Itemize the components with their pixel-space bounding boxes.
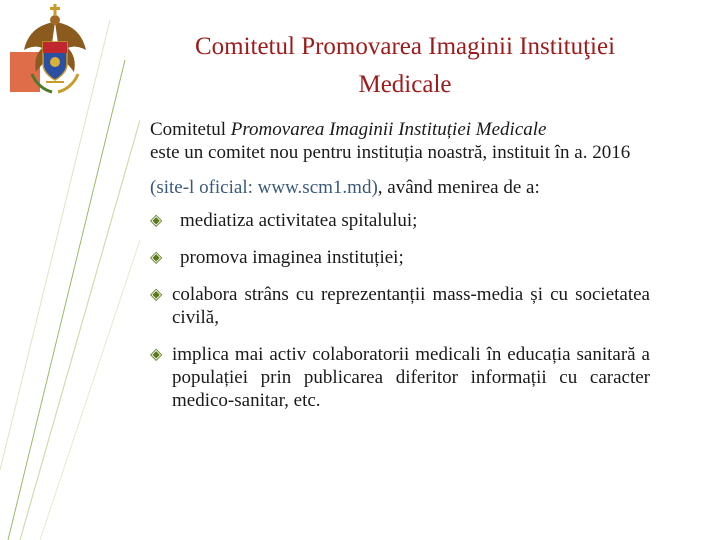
list-item	[150, 283, 650, 329]
site-line	[150, 176, 650, 199]
intro-rest: este un comitet nou pentru instituția noastră, instituit în a. 2016	[150, 142, 631, 163]
list-item	[150, 209, 650, 232]
intro-lead: Comitetul	[150, 119, 231, 140]
diamond-bullet-icon: ◈	[150, 286, 163, 303]
intro-committee-name: Promovarea Imaginii Instituției Medicale	[230, 119, 547, 140]
diamond-bullet-icon: ◈	[150, 212, 163, 229]
coat-of-arms-icon	[10, 2, 100, 102]
list-item-text: colabora strâns cu reprezentanții mass-media și cu societatea civilă,	[172, 284, 650, 328]
site-tail: , având menirea de a:	[377, 177, 540, 198]
diamond-bullet-icon: ◈	[150, 249, 163, 266]
title-line-2: Medicale	[358, 71, 452, 98]
list-item-text: promova imaginea instituției;	[180, 247, 404, 268]
list-item-text: implica mai activ colaboratorii medicali în educația sanitară a populației prin publicarea diferitor informații cu caracter medico-sanitar, etc.	[172, 344, 650, 411]
list-item	[150, 343, 650, 412]
intro-paragraph	[150, 118, 650, 164]
list-item	[150, 246, 650, 269]
page-title	[100, 28, 710, 104]
objectives-list	[150, 209, 650, 412]
title-line-1: Comitetul Promovarea Imaginii Instituţiei	[194, 33, 616, 60]
content-body	[150, 118, 650, 426]
diamond-bullet-icon: ◈	[150, 346, 163, 363]
list-item-text: mediatiza activitatea spitalului;	[180, 210, 418, 231]
site-reference: (site-l oficial: www.scm1.md)	[150, 177, 378, 198]
